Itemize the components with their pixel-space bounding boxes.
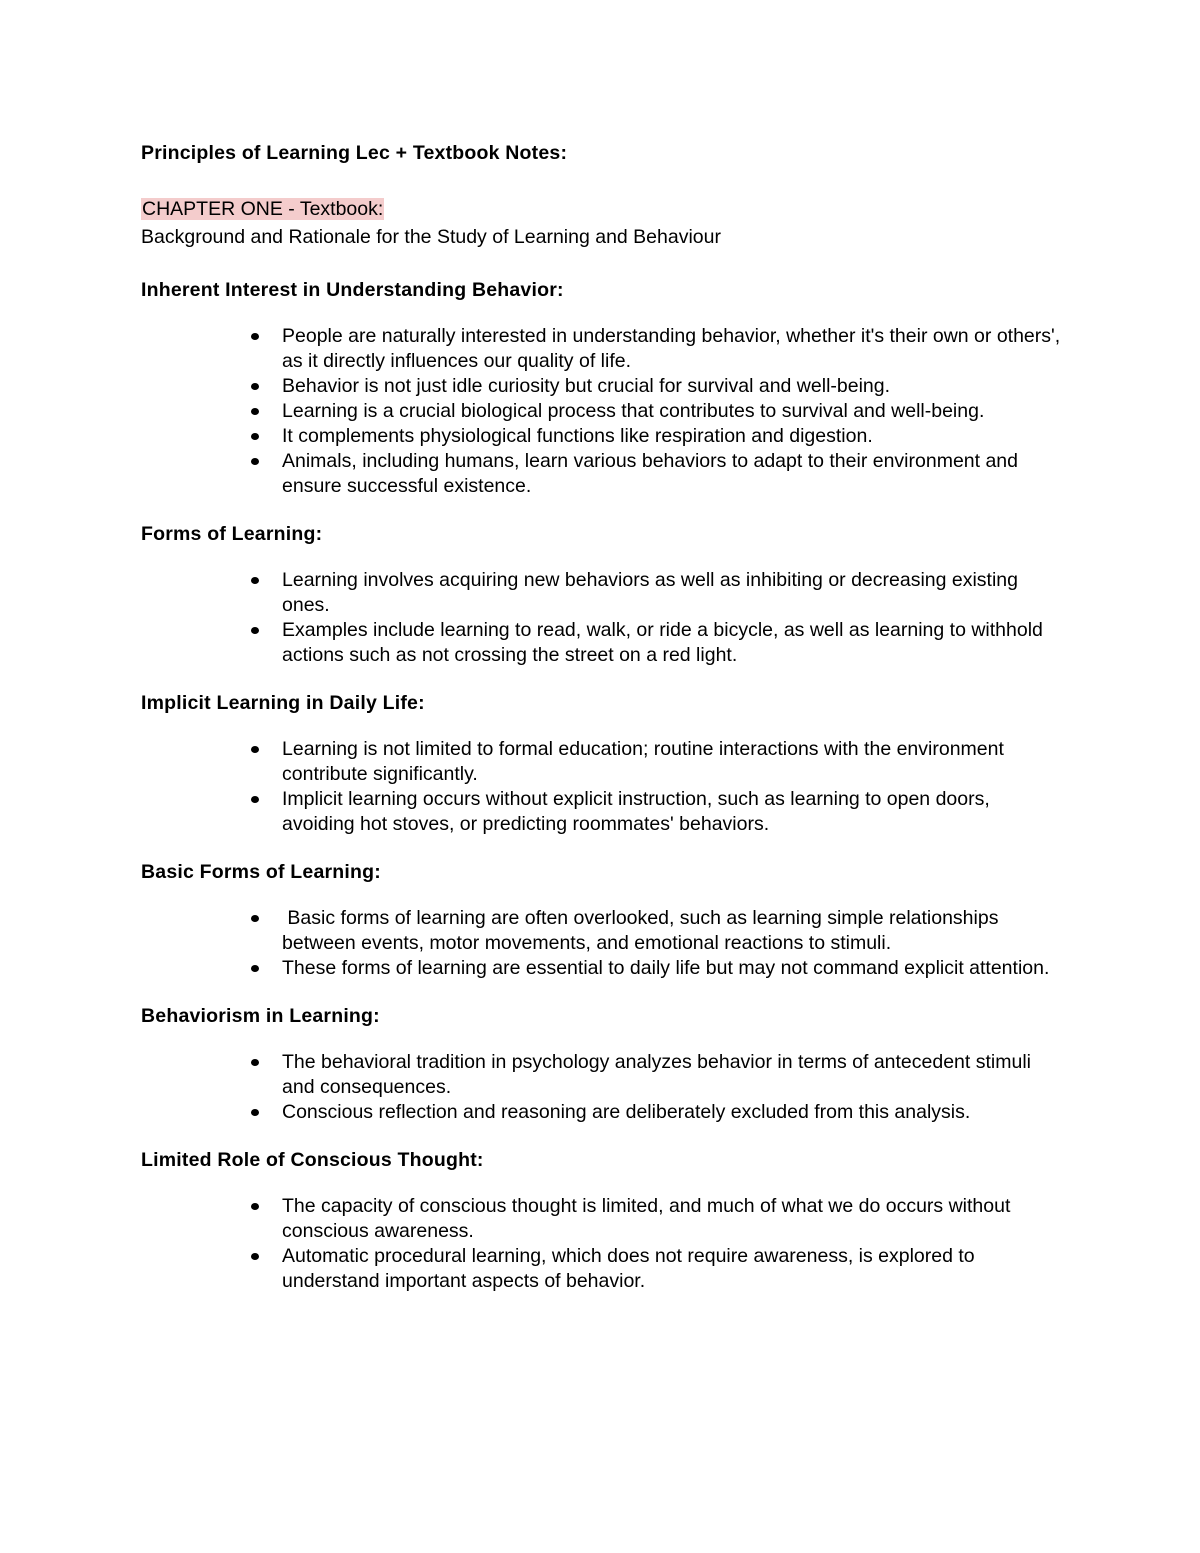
list-item-text: Automatic procedural learning, which does not require awareness, is explored to understand important aspects of behavior. [282,1245,981,1292]
bullet-list [141,1050,1061,1125]
list-item-text: Learning involves acquiring new behaviors as well as inhibiting or decreasing existing ones. [282,569,1024,616]
list-item-text: Implicit learning occurs without explicit instruction, such as learning to open doors, avoiding hot stoves, or predicting roommates' behaviors. [282,788,996,835]
list-item-text: The behavioral tradition in psychology analyzes behavior in terms of antecedent stimuli and consequences. [282,1051,1037,1098]
list-item [141,424,1062,449]
chapter-label-line [141,196,1061,222]
bullet-dot-icon [251,458,259,465]
list-item-text: The capacity of conscious thought is limited, and much of what we do occurs without conscious awareness. [282,1195,1016,1242]
list-item [141,399,1062,424]
bullet-dot-icon [251,1109,259,1116]
list-item-text: Conscious reflection and reasoning are deliberately excluded from this analysis. [282,1101,971,1123]
bullet-list [141,568,1061,668]
bullet-dot-icon [251,333,259,340]
list-item-text: Examples include learning to read, walk, or ride a bicycle, as well as learning to withhold actions such as not crossing the street on a red light. [282,619,1049,666]
section-heading: Behaviorism in Learning: [141,1005,380,1027]
list-item-text: Basic forms of learning are often overlooked, such as learning simple relationships between events, motor movements, and emotional reactions to stimuli. [282,907,1004,954]
bullet-dot-icon [251,1253,259,1260]
list-item-text: Learning is a crucial biological process that contributes to survival and well-being. [282,400,985,422]
list-item [141,324,1066,374]
list-item [141,618,1062,668]
bullet-list [141,737,1061,837]
section-heading: Implicit Learning in Daily Life: [141,692,425,714]
section-heading: Forms of Learning: [141,523,323,545]
bullet-dot-icon [251,965,259,972]
bullet-dot-icon [251,433,259,440]
list-item [141,1050,1062,1100]
sections-container [141,277,1066,1294]
list-item-text: These forms of learning are essential to daily life but may not command explicit attention. [282,957,1050,979]
bullet-dot-icon [251,408,259,415]
bullet-dot-icon [251,577,259,584]
list-item [141,449,1062,499]
list-item [141,1244,1062,1294]
list-item [141,737,1062,787]
bullet-list [141,1194,1061,1294]
bullet-dot-icon [251,796,259,803]
section-heading: Basic Forms of Learning: [141,861,381,883]
list-item-text: It complements physiological functions like respiration and digestion. [282,425,873,447]
chapter-label: CHAPTER ONE - Textbook: [142,198,384,220]
bullet-dot-icon [251,746,259,753]
bullet-dot-icon [251,915,259,922]
bullet-dot-icon [251,383,259,390]
list-item-text: Behavior is not just idle curiosity but crucial for survival and well-being. [282,375,891,397]
bullet-dot-icon [251,1059,259,1066]
list-item [141,374,1062,399]
section-heading: Limited Role of Conscious Thought: [141,1149,484,1171]
list-item [141,1100,1062,1125]
bullet-list [141,906,1061,981]
document-title: Principles of Learning Lec + Textbook Notes: [141,142,568,164]
document-page [141,140,1066,1316]
bullet-dot-icon [251,627,259,634]
list-item [141,1194,1062,1244]
list-item [141,568,1062,618]
bullet-dot-icon [251,1203,259,1210]
list-item [141,956,1062,981]
list-item-text: People are naturally interested in understanding behavior, whether it's their own or others', as it directly influences our quality of life. [282,325,1066,372]
chapter-subtitle: Background and Rationale for the Study of Learning and Behaviour [141,226,721,248]
list-item [141,787,1062,837]
bullet-list [141,324,1066,499]
list-item-text: Animals, including humans, learn various behaviors to adapt to their environment and ensure successful existence. [282,450,1024,497]
section-heading: Inherent Interest in Understanding Behavior: [141,279,564,301]
list-item-text: Learning is not limited to formal education; routine interactions with the environment contribute significantly. [282,738,1010,785]
list-item [141,906,1062,956]
